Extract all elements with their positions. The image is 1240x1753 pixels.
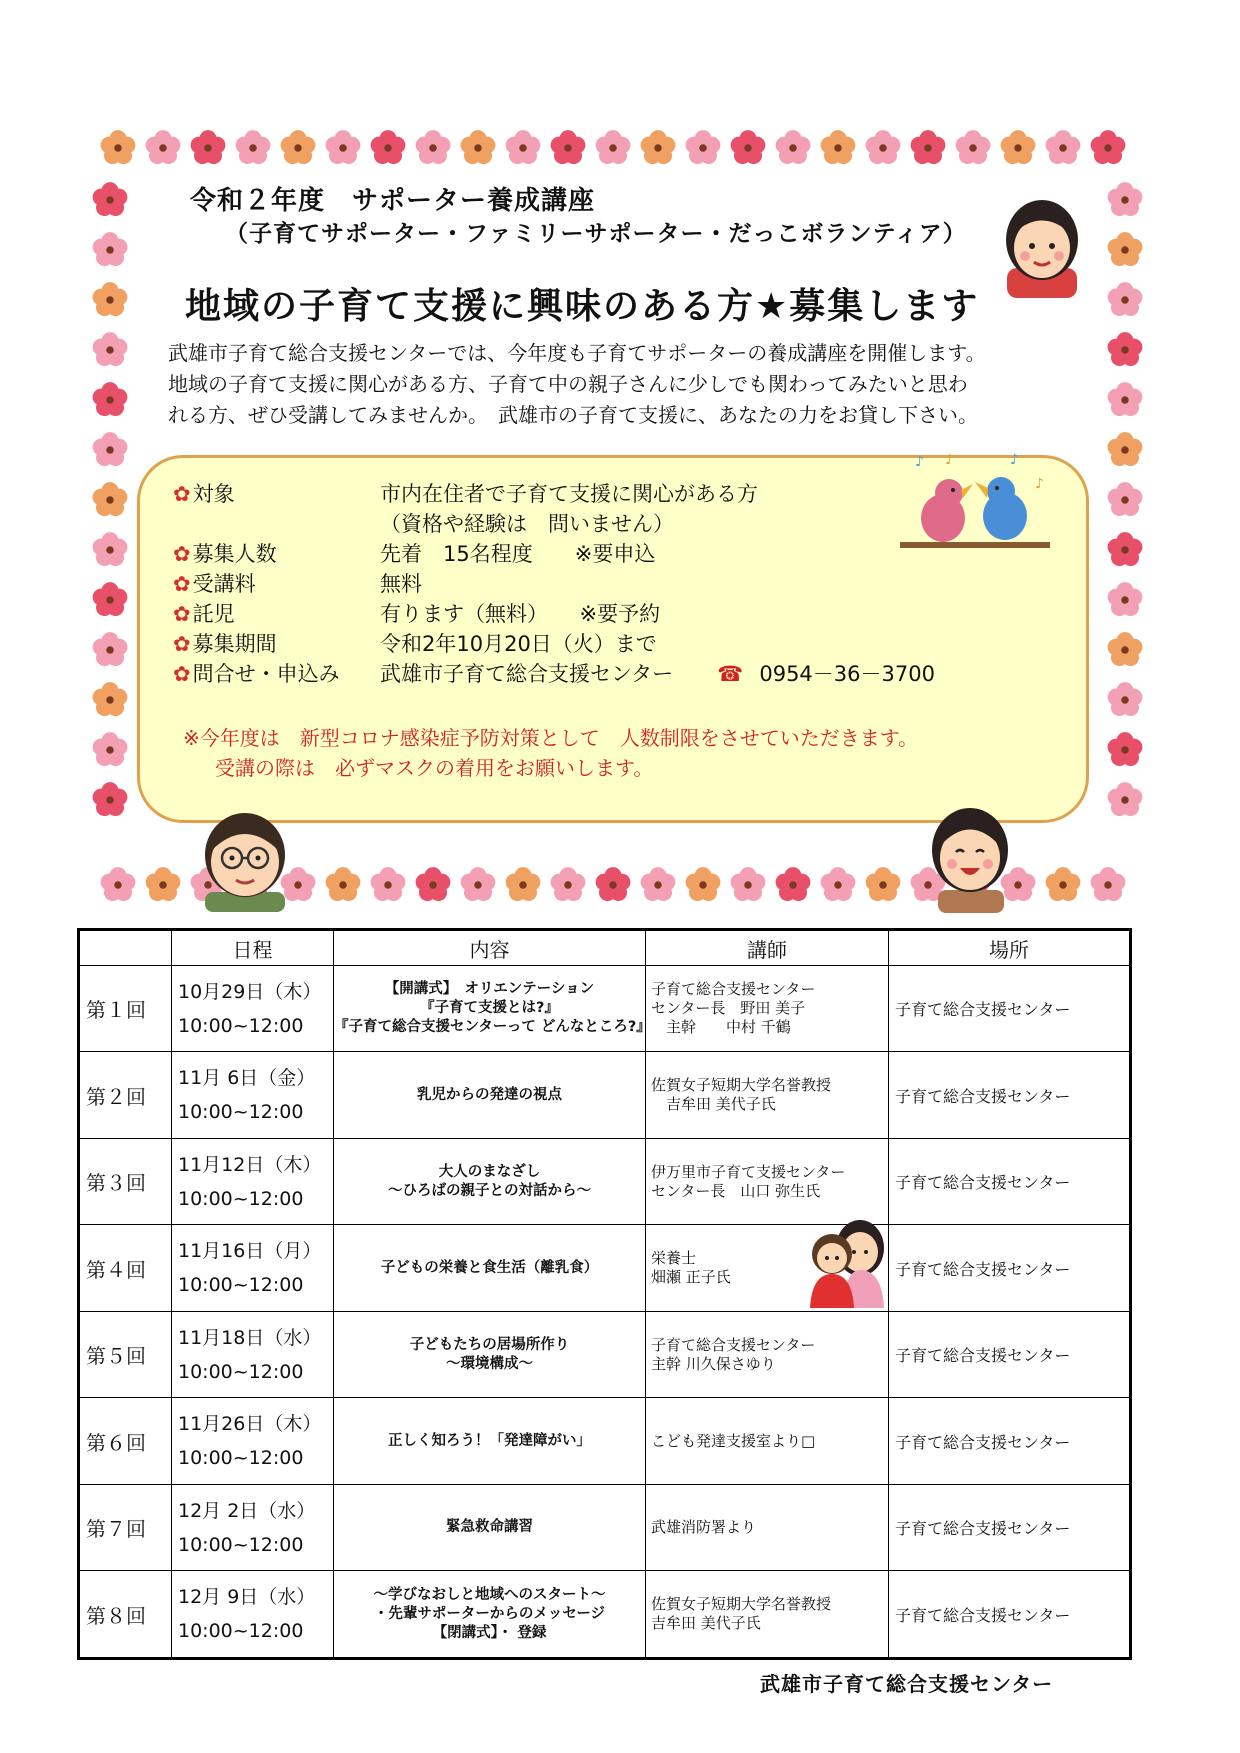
flower-icon bbox=[371, 130, 406, 164]
session-content bbox=[334, 1484, 646, 1570]
session-instructor bbox=[646, 966, 889, 1052]
flower-icon bbox=[101, 130, 136, 164]
flower-icon: ✿ bbox=[173, 632, 191, 656]
flower-icon bbox=[93, 532, 128, 566]
session-date: 11月 6日（金） bbox=[178, 1067, 316, 1090]
session-place: 子育て総合支援センター bbox=[889, 1225, 1131, 1311]
birds-illustration bbox=[895, 448, 1055, 558]
session-number: 第４回 bbox=[79, 1225, 172, 1311]
flower-icon bbox=[461, 867, 496, 901]
session-instructor bbox=[646, 1571, 889, 1659]
flower-icon bbox=[911, 130, 946, 164]
info-value: 令和2年10月20日（火）まで bbox=[380, 632, 657, 656]
session-time: 10:00~12:00 bbox=[178, 1187, 304, 1210]
session-instructor bbox=[646, 1398, 889, 1484]
session-date-cell bbox=[172, 1484, 334, 1570]
content-line: 正しく知ろう！「発達障がい」 bbox=[388, 1432, 591, 1449]
flower-icon bbox=[416, 130, 451, 164]
content-line: 大人のまなざし bbox=[438, 1163, 541, 1180]
woman-illustration bbox=[992, 188, 1092, 298]
info-value: 無料 bbox=[380, 572, 422, 596]
phone-icon: ☎ bbox=[717, 662, 744, 686]
flower-icon: ✿ bbox=[173, 482, 191, 506]
info-value: 有ります（無料） ※要予約 bbox=[380, 602, 661, 626]
instructor-line: 子育て総合支援センター bbox=[651, 980, 816, 999]
session-instructor bbox=[646, 1484, 889, 1570]
intro-text bbox=[168, 338, 1068, 431]
session-time: 10:00~12:00 bbox=[178, 1274, 304, 1297]
session-time: 10:00~12:00 bbox=[178, 1360, 304, 1383]
flower-icon bbox=[93, 782, 128, 816]
table-row bbox=[79, 966, 1131, 1052]
info-item-fee bbox=[173, 568, 256, 598]
header-cell: 場所 bbox=[889, 930, 1131, 966]
flower-icon bbox=[1108, 582, 1143, 616]
session-place: 子育て総合支援センター bbox=[889, 1138, 1131, 1224]
info-label: 募集人数 bbox=[192, 542, 277, 566]
content-line: ～ひろばの親子との対話から～ bbox=[388, 1182, 591, 1199]
flower-icon bbox=[686, 867, 721, 901]
content-line: ～環境構成～ bbox=[446, 1355, 533, 1372]
session-number: 第３回 bbox=[79, 1138, 172, 1224]
session-number: 第１回 bbox=[79, 966, 172, 1052]
table-row bbox=[79, 1398, 1131, 1484]
session-date-cell bbox=[172, 1311, 334, 1397]
notice-limit: ※今年度は 新型コロナ感染症予防対策として 人数制限をさせていただきます。 bbox=[183, 726, 919, 750]
info-value: 先着 15名程度 ※要申込 bbox=[380, 542, 656, 566]
flower-icon bbox=[506, 130, 541, 164]
flower-icon: ✿ bbox=[173, 662, 191, 686]
flower-icon bbox=[326, 867, 361, 901]
session-date: 11月16日（月） bbox=[178, 1240, 322, 1263]
flower-icon bbox=[1046, 130, 1081, 164]
flower-icon bbox=[1001, 130, 1036, 164]
flower-icon bbox=[821, 130, 856, 164]
instructor-line: 子育て総合支援センター bbox=[651, 1335, 816, 1354]
info-label: 受講料 bbox=[192, 572, 256, 596]
info-item-period bbox=[173, 628, 277, 658]
flower-icon: ✿ bbox=[173, 602, 191, 626]
flower-icon bbox=[146, 867, 181, 901]
flower-icon bbox=[641, 867, 676, 901]
session-content bbox=[334, 966, 651, 1052]
session-time: 10:00~12:00 bbox=[178, 1014, 304, 1037]
instructor-line: 武雄消防署より bbox=[651, 1518, 757, 1537]
flower-icon bbox=[93, 332, 128, 366]
info-value: 市内在住者で子育て支援に関心がある方 bbox=[380, 482, 758, 506]
flower-icon: ✿ bbox=[173, 572, 191, 596]
instructor-line: 畑瀬 正子氏 bbox=[651, 1268, 731, 1287]
session-date: 11月12日（木） bbox=[178, 1153, 322, 1176]
flower-icon bbox=[371, 867, 406, 901]
content-line: 子どもたちの居場所作り bbox=[409, 1336, 570, 1353]
flower-icon bbox=[821, 867, 856, 901]
instructor-line: 栄養士 bbox=[651, 1249, 697, 1268]
session-number: 第８回 bbox=[79, 1571, 172, 1659]
svg-text:♪: ♪ bbox=[945, 452, 954, 468]
content-line: 緊急救命講習 bbox=[446, 1519, 533, 1536]
session-date: 10月29日（木） bbox=[178, 980, 322, 1003]
content-line: 子どもの栄養と食生活（離乳食） bbox=[380, 1259, 599, 1276]
info-item-target bbox=[173, 478, 235, 508]
flower-icon bbox=[93, 582, 128, 616]
session-place: 子育て総合支援センター bbox=[889, 1571, 1131, 1659]
flower-icon bbox=[93, 382, 128, 416]
flower-icon bbox=[956, 130, 991, 164]
session-instructor bbox=[646, 1052, 889, 1138]
session-date: 12月 2日（水） bbox=[178, 1499, 316, 1522]
instructor-line: 主幹 川久保さゆり bbox=[651, 1354, 776, 1373]
instructor-line: 吉牟田 美代子氏 bbox=[651, 1095, 776, 1114]
session-place: 子育て総合支援センター bbox=[889, 1052, 1131, 1138]
session-date-cell bbox=[172, 1398, 334, 1484]
header-cell: 日程 bbox=[172, 930, 334, 966]
content-line: 『子育て総合支援センターって どんなところ?』 bbox=[334, 1019, 651, 1036]
flower-icon bbox=[191, 130, 226, 164]
schedule-table bbox=[77, 928, 1132, 1660]
info-item-contact bbox=[173, 658, 340, 688]
flower-icon bbox=[93, 432, 128, 466]
instructor-line: 主幹 中村 千鶴 bbox=[651, 1018, 791, 1037]
table-row bbox=[79, 1311, 1131, 1397]
flower-icon bbox=[1108, 482, 1143, 516]
table-row bbox=[79, 1225, 1131, 1311]
flower-icon bbox=[1108, 432, 1143, 466]
content-line: ・先輩サポーターからのメッセージ bbox=[373, 1605, 606, 1622]
instructor-line: センター長 野田 美子 bbox=[651, 999, 806, 1018]
flower-icon bbox=[686, 130, 721, 164]
session-place: 子育て総合支援センター bbox=[889, 1398, 1131, 1484]
session-date: 11月18日（水） bbox=[178, 1326, 322, 1349]
flower-icon bbox=[1091, 130, 1126, 164]
instructor-line: 佐賀女子短期大学名誉教授 bbox=[651, 1595, 832, 1614]
session-time: 10:00~12:00 bbox=[178, 1447, 304, 1470]
flower-icon bbox=[776, 867, 811, 901]
session-date-cell bbox=[172, 1225, 334, 1311]
session-date-cell bbox=[172, 1052, 334, 1138]
mother-child-illustration bbox=[790, 1208, 900, 1318]
info-label: 問合せ・申込み bbox=[192, 662, 340, 686]
contact-name: 武雄市子育て総合支援センター bbox=[380, 662, 674, 686]
session-content bbox=[334, 1138, 646, 1224]
info-item-capacity bbox=[173, 538, 277, 568]
intro-line: 地域の子育て支援に関心がある方、子育て中の親子さんに少しでも関わってみたいと思わ bbox=[168, 372, 968, 396]
session-place: 子育て総合支援センター bbox=[889, 966, 1131, 1052]
instructor-line: 佐賀女子短期大学名誉教授 bbox=[651, 1076, 832, 1095]
session-instructor bbox=[646, 1311, 889, 1397]
flower-icon bbox=[326, 130, 361, 164]
table-row bbox=[79, 1138, 1131, 1224]
flower-icon bbox=[101, 867, 136, 901]
recruitment-headline: 地域の子育て支援に興味のある方★募集します bbox=[185, 286, 980, 327]
instructor-line: 伊万里市子育て支援センター bbox=[651, 1162, 846, 1181]
session-content bbox=[334, 1398, 646, 1484]
session-number: 第６回 bbox=[79, 1398, 172, 1484]
flower-icon bbox=[1108, 182, 1143, 216]
flower-icon bbox=[596, 867, 631, 901]
session-date-cell bbox=[172, 1138, 334, 1224]
content-line: 乳児からの発達の視点 bbox=[417, 1086, 562, 1103]
flower-icon bbox=[93, 282, 128, 316]
header-cell: 講師 bbox=[646, 930, 889, 966]
flower-icon bbox=[1108, 332, 1143, 366]
session-time: 10:00~12:00 bbox=[178, 1101, 304, 1124]
man-illustration bbox=[190, 800, 300, 912]
svg-text:♪: ♪ bbox=[1010, 452, 1019, 468]
header-cell: 内容 bbox=[334, 930, 646, 966]
info-label: 対象 bbox=[192, 482, 235, 506]
session-date: 12月 9日（水） bbox=[178, 1586, 316, 1609]
intro-line: 武雄市子育て総合支援センターでは、今年度も子育てサポーターの養成講座を開催します。 bbox=[168, 341, 986, 365]
session-content bbox=[334, 1311, 646, 1397]
session-number: 第７回 bbox=[79, 1484, 172, 1570]
session-place: 子育て総合支援センター bbox=[889, 1311, 1131, 1397]
info-label: 募集期間 bbox=[192, 632, 277, 656]
info-label: 託児 bbox=[192, 602, 235, 626]
flower-icon bbox=[551, 130, 586, 164]
flower-icon bbox=[281, 130, 316, 164]
session-number: 第５回 bbox=[79, 1311, 172, 1397]
flower-icon: ✿ bbox=[173, 542, 191, 566]
session-content bbox=[334, 1052, 646, 1138]
content-line: 【閉講式】・ 登録 bbox=[432, 1624, 547, 1641]
flower-icon bbox=[866, 130, 901, 164]
flower-icon bbox=[146, 130, 181, 164]
flower-icon bbox=[1108, 632, 1143, 666]
content-line: 【開講式】 オリエンテーション bbox=[384, 981, 595, 998]
info-value bbox=[380, 658, 935, 688]
flower-icon bbox=[1108, 682, 1143, 716]
session-date-cell bbox=[172, 966, 334, 1052]
flower-icon bbox=[93, 482, 128, 516]
course-title: 令和２年度 サポーター養成講座 bbox=[190, 186, 596, 216]
table-row bbox=[79, 1052, 1131, 1138]
session-date-cell bbox=[172, 1571, 334, 1659]
flower-icon bbox=[93, 232, 128, 266]
flower-icon bbox=[93, 732, 128, 766]
flower-icon bbox=[416, 867, 451, 901]
flower-icon bbox=[93, 632, 128, 666]
flower-icon bbox=[731, 867, 766, 901]
flower-icon bbox=[1108, 532, 1143, 566]
footer-organization: 武雄市子育て総合支援センター bbox=[760, 1672, 1054, 1696]
flower-icon bbox=[776, 130, 811, 164]
svg-text:♪: ♪ bbox=[1035, 476, 1044, 492]
course-subtitle: （子育てサポーター・ファミリーサポーター・だっこボランティア） bbox=[225, 221, 967, 247]
table-header-row bbox=[79, 930, 1131, 966]
phone-number[interactable]: 0954－36－3700 bbox=[759, 662, 935, 686]
flower-icon bbox=[731, 130, 766, 164]
svg-text:♪: ♪ bbox=[915, 454, 924, 470]
flower-icon bbox=[641, 130, 676, 164]
flower-icon bbox=[461, 130, 496, 164]
info-item-childcare bbox=[173, 598, 235, 628]
table-row bbox=[79, 1484, 1131, 1570]
session-place: 子育て総合支援センター bbox=[889, 1484, 1131, 1570]
flower-icon bbox=[1108, 782, 1143, 816]
flower-icon bbox=[551, 867, 586, 901]
flower-icon bbox=[596, 130, 631, 164]
flower-icon bbox=[1108, 732, 1143, 766]
flower-icon bbox=[866, 867, 901, 901]
flower-icon bbox=[1108, 382, 1143, 416]
flower-icon bbox=[1108, 232, 1143, 266]
info-value: （資格や経験は 問いません） bbox=[380, 512, 674, 536]
session-date: 11月26日（木） bbox=[178, 1413, 322, 1436]
session-number: 第２回 bbox=[79, 1052, 172, 1138]
flower-icon bbox=[93, 182, 128, 216]
instructor-line: こども発達支援室より□ bbox=[651, 1431, 816, 1450]
flower-icon bbox=[1108, 282, 1143, 316]
session-content bbox=[334, 1225, 646, 1311]
header-cell bbox=[79, 930, 172, 966]
instructor-line: センター長 山口 弥生氏 bbox=[651, 1181, 821, 1200]
table-row bbox=[79, 1571, 1131, 1659]
instructor-line: 吉牟田 美代子氏 bbox=[651, 1614, 761, 1633]
flower-icon bbox=[1091, 867, 1126, 901]
content-line: 『子育て支援とは?』 bbox=[420, 1000, 559, 1017]
notice-mask: 受講の際は 必ずマスクの着用をお願いします。 bbox=[215, 756, 654, 780]
content-line: ～学びなおしと地域へのスタート～ bbox=[373, 1586, 606, 1603]
session-time: 10:00~12:00 bbox=[178, 1620, 304, 1643]
session-time: 10:00~12:00 bbox=[178, 1533, 304, 1556]
flower-icon bbox=[93, 682, 128, 716]
intro-line: れる方、ぜひ受講してみませんか。 武雄市の子育て支援に、あなたの力をお貸し下さい。 bbox=[168, 403, 978, 427]
flower-icon bbox=[506, 867, 541, 901]
session-content bbox=[334, 1571, 646, 1659]
smiling-woman-illustration bbox=[920, 798, 1020, 913]
flower-icon bbox=[236, 130, 271, 164]
flower-icon bbox=[1046, 867, 1081, 901]
